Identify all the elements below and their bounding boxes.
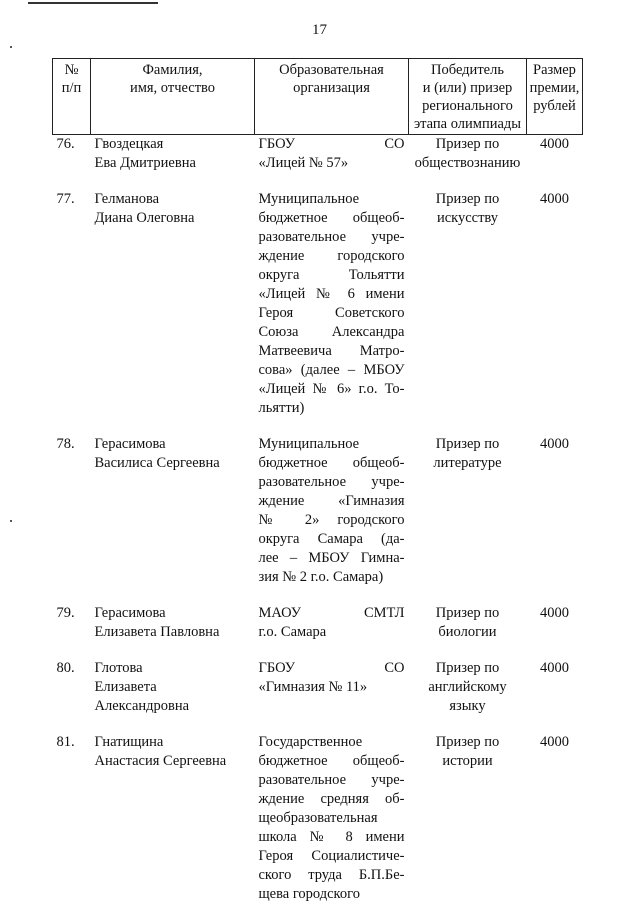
organization — [255, 604, 409, 659]
organization-line: бюджетное общеоб- — [258, 455, 405, 471]
header-amount: Размер премии, рублей — [527, 59, 583, 135]
award-status: Призер по биологии — [435, 605, 500, 640]
organization-line: Муниципальное — [258, 436, 360, 452]
prize-amount: 4000 — [540, 734, 569, 750]
award-status: Призер по искусству — [435, 191, 500, 226]
header-name: Фамилия, имя, отчество — [91, 59, 255, 135]
organization-line: «Гимназия № 11» — [258, 679, 368, 695]
row-number: 80. — [56, 660, 75, 676]
organization-line: разовательное учре- — [258, 474, 405, 490]
organization-line: ГБОУ СО — [258, 660, 405, 676]
row-number: 78. — [56, 436, 75, 452]
row-number: 79. — [56, 605, 75, 621]
organization-line: щеобразовательная — [258, 810, 378, 826]
organization-line: Муниципальное — [258, 191, 360, 207]
organization-line: «Лицей № 6» г.о. То- — [258, 381, 405, 397]
student-name: Гелманова Диана Олеговна — [94, 191, 195, 226]
award-status: Призер по обществознанию — [414, 136, 521, 171]
margin-mark — [10, 46, 12, 48]
organization — [255, 659, 409, 733]
organization-line: № 2» городского — [258, 512, 405, 528]
table-row — [53, 435, 583, 604]
organization-line: округа Самара (да- — [258, 531, 405, 547]
organization-line: ждение городского — [258, 248, 405, 264]
header-num: № п/п — [53, 59, 91, 135]
organization-line: Государственное — [258, 734, 363, 750]
table-row — [53, 733, 583, 904]
organization-line: лее – МБОУ Гимна- — [258, 550, 405, 566]
prize-amount: 4000 — [540, 136, 569, 152]
student-name: Гвоздецкая Ева Дмитриевна — [94, 136, 196, 171]
organization — [255, 733, 409, 904]
table-row — [53, 604, 583, 659]
header-award: Победитель и (или) призер регионального этапа олимпиады — [409, 59, 527, 135]
organization-line: ждение «Гимназия — [258, 493, 405, 509]
student-name: Глотова Елизавета Александровна — [94, 660, 190, 714]
organization-line: округа Тольятти — [258, 267, 405, 283]
organization-line: разовательное учре- — [258, 772, 405, 788]
table-row — [53, 135, 583, 191]
organization — [255, 190, 409, 435]
organization-line: Героя Социалистиче- — [258, 848, 405, 864]
organization-line: зия № 2 г.о. Самара) — [258, 569, 384, 585]
organization-line: сова» (далее – МБОУ — [258, 362, 405, 378]
row-number: 81. — [56, 734, 75, 750]
organization-line: школа № 8 имени — [258, 829, 405, 845]
organization-line: Матвеевича Матро- — [258, 343, 405, 359]
organization-line: бюджетное общеоб- — [258, 210, 405, 226]
header-org: Образовательная организация — [255, 59, 409, 135]
organization-line: «Лицей № 6 имени — [258, 286, 405, 302]
row-number: 77. — [56, 191, 75, 207]
organization-line: г.о. Самара — [258, 624, 327, 640]
prize-amount: 4000 — [540, 191, 569, 207]
prize-amount: 4000 — [540, 660, 569, 676]
organization — [255, 435, 409, 604]
organization-line: МАОУ СМТЛ — [258, 605, 405, 621]
award-status: Призер по английскому языку — [428, 660, 507, 714]
organization-line: «Лицей № 57» — [258, 155, 349, 171]
organization-line: Союза Александра — [258, 324, 405, 340]
organization-line: бюджетное общеоб- — [258, 753, 405, 769]
prize-amount: 4000 — [540, 605, 569, 621]
organization-line: ГБОУ СО — [258, 136, 405, 152]
student-name: Герасимова Елизавета Павловна — [94, 605, 220, 640]
organization-line: щева городского — [258, 886, 360, 902]
student-name: Герасимова Василиса Сергеевна — [94, 436, 220, 471]
page-number: 17 — [312, 22, 327, 38]
header-rule — [28, 2, 158, 4]
student-name: Гнатищина Анастасия Сергеевна — [94, 734, 227, 769]
organization-line: Героя Советского — [258, 305, 405, 321]
prize-winners-table — [52, 58, 583, 904]
row-number: 76. — [56, 136, 75, 152]
margin-mark — [10, 520, 12, 522]
table-row — [53, 659, 583, 733]
organization-line: ждение средняя об- — [258, 791, 405, 807]
organization-line: льятти) — [258, 400, 305, 416]
organization-line: разовательное учре- — [258, 229, 405, 245]
award-status: Призер по литературе — [433, 436, 502, 471]
organization-line: ского труда Б.П.Бе- — [258, 867, 405, 883]
organization — [255, 135, 409, 191]
prize-amount: 4000 — [540, 436, 569, 452]
award-status: Призер по истории — [435, 734, 500, 769]
table-row — [53, 190, 583, 435]
table-header-row — [53, 59, 583, 135]
